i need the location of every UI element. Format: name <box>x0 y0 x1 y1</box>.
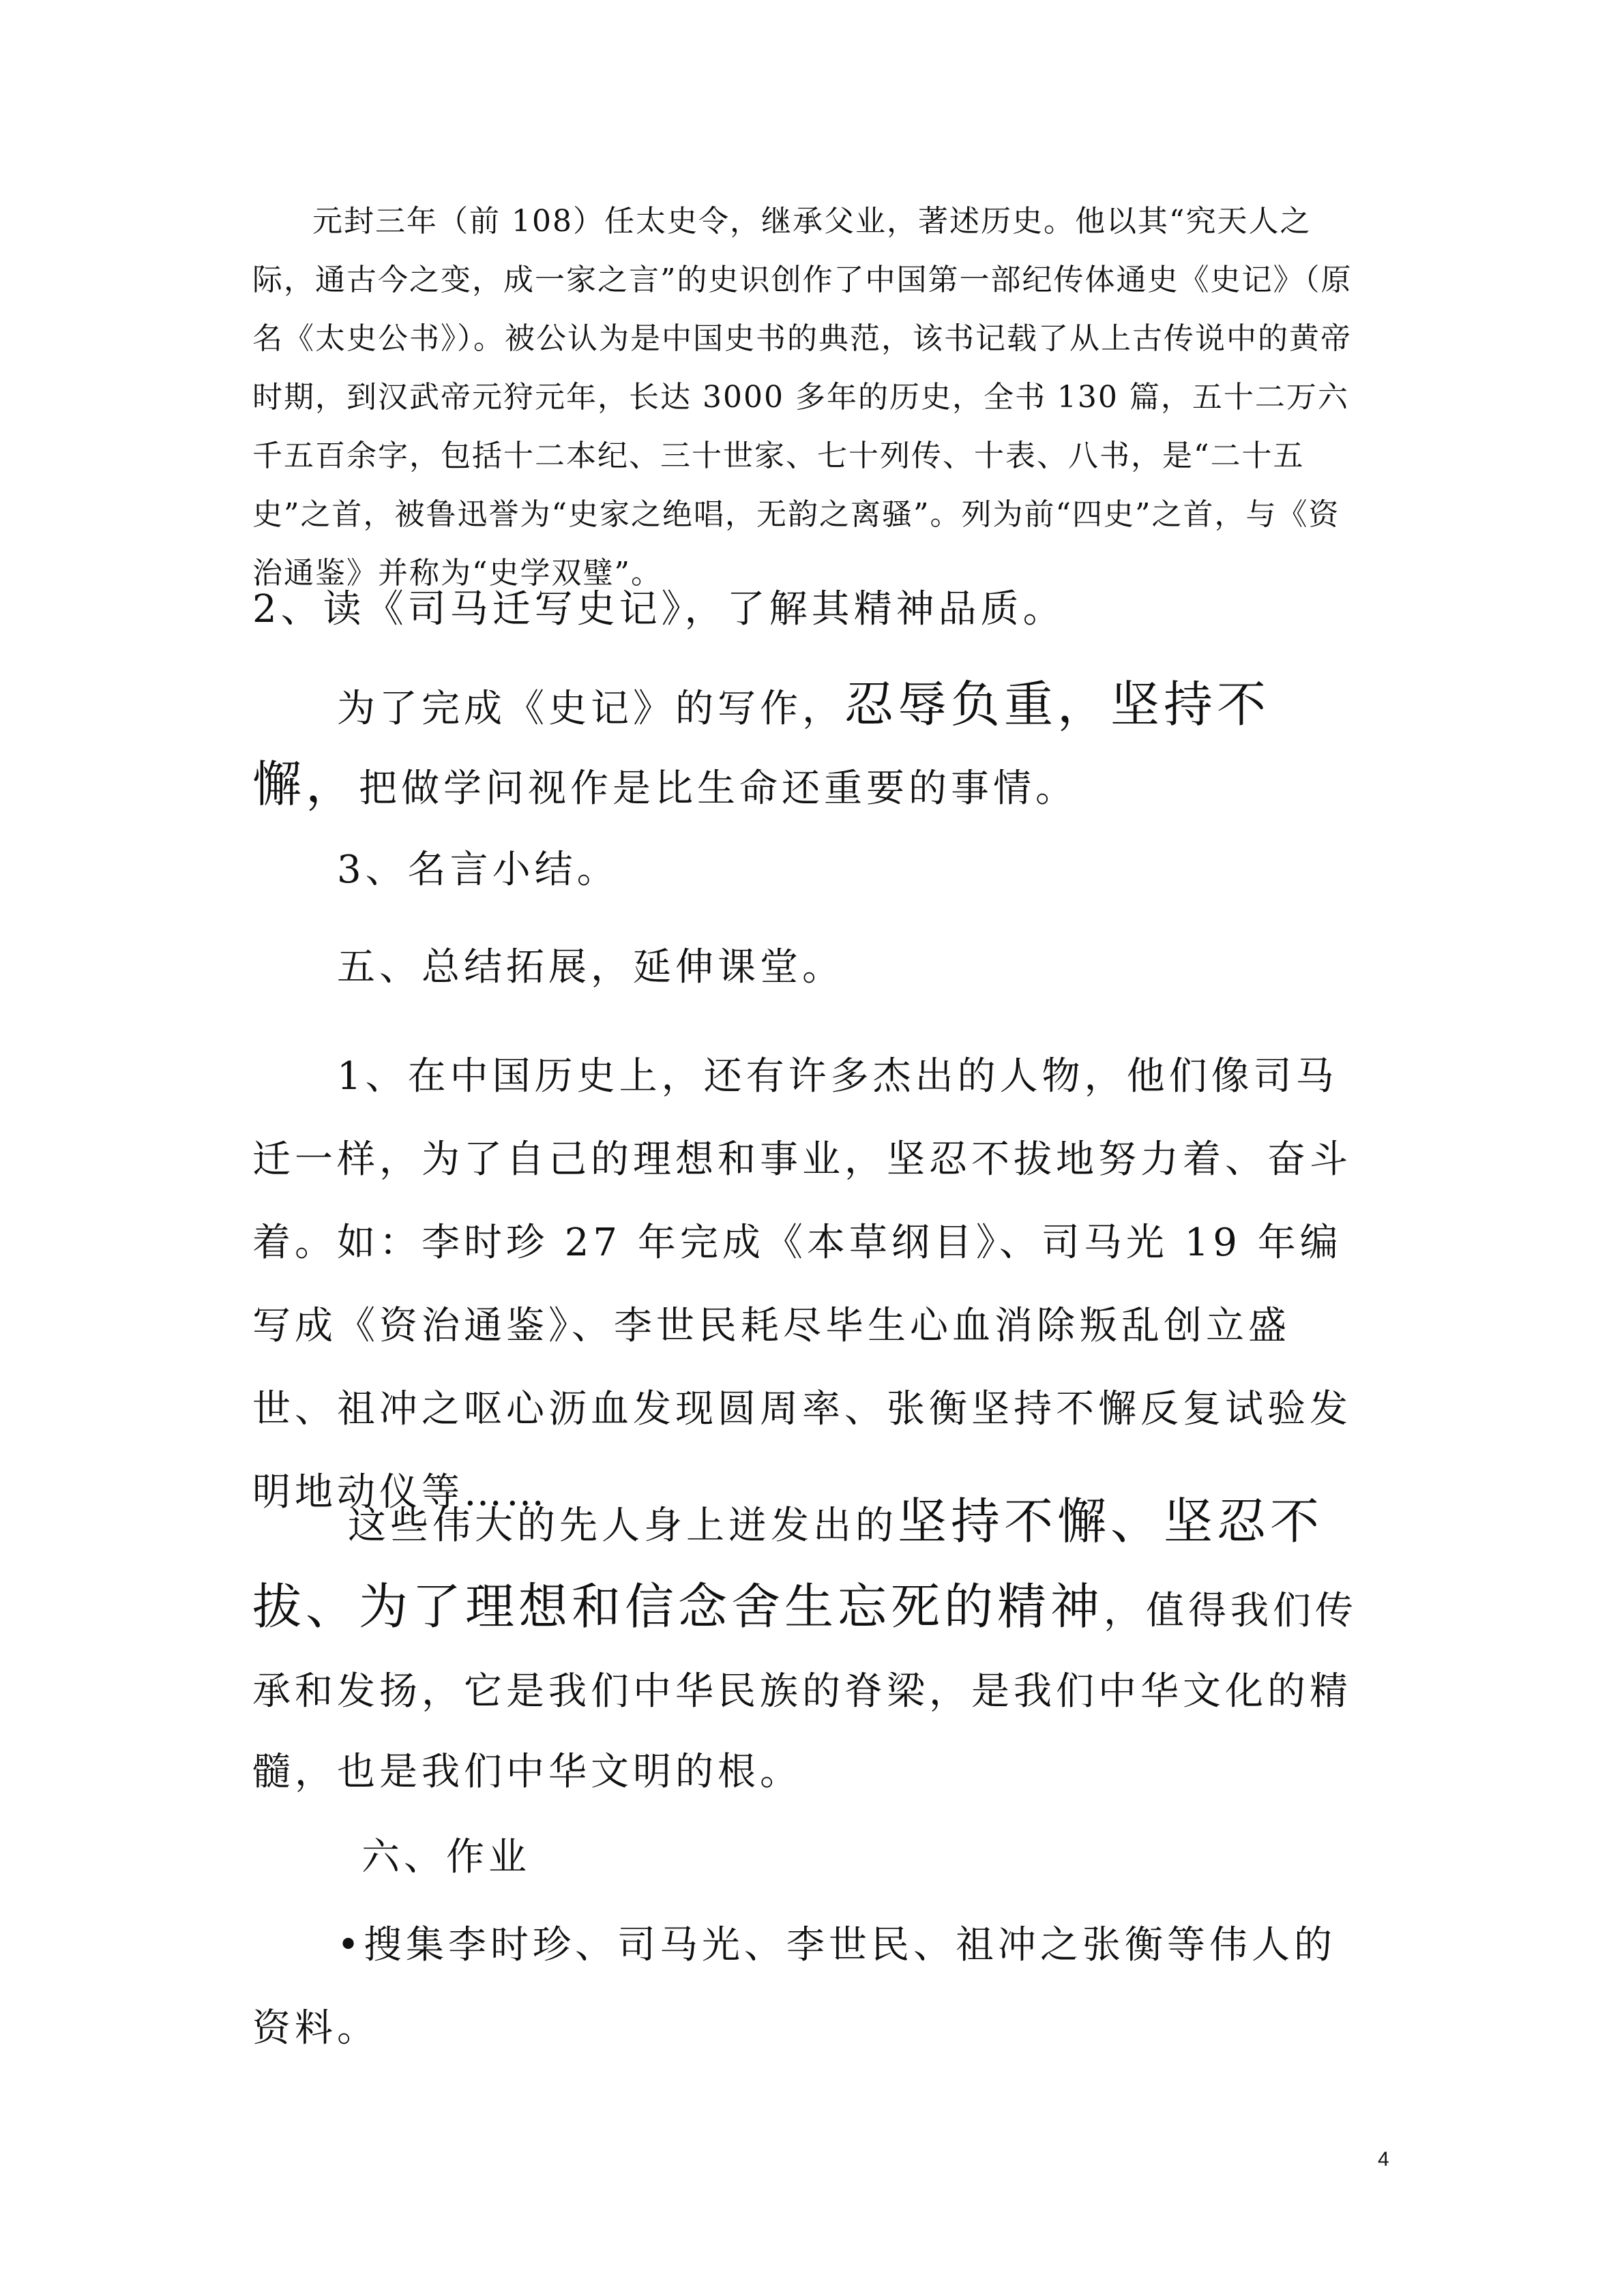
section-5-heading: 五、总结拓展，延伸课堂。 <box>337 945 844 989</box>
homework-item: •搜集李时珍、司马光、李世民、祖冲之张衡等伟人的资料。 <box>252 1923 1337 2051</box>
section-5-summary-tail: ，值得我们传承和发扬，它是我们中华民族的脊梁，是我们中华文化的精髓，也是我们中华文明的根。 <box>252 1589 1358 1794</box>
item-2-body-tail: 把做学问视作是比生命还重要的事情。 <box>359 766 1078 811</box>
intro-paragraph: 元封三年（前 108）任太史令，继承父业，著述历史。他以其“究天人之际，通古今之变，成一家之言”的史识创作了中国第一部纪传体通史《史记》（原名《太史公书》）。被公认为是中国史书的典范，该书记载了从上古传说中的黄帝时期，到汉武帝元狩元年，长达 3000 多年的历史，全书 130 篇，五十二万六千五百余字，包括十二本纪、三十世家、七十列传、十表、八书，是“二十五史”之首，被鲁迅誉为“史家之绝唱，无韵之离骚”。列为前“四史”之首，与《资治通鉴》并称为“史学双璧”。 <box>252 204 1353 591</box>
item-2-body-lead: 为了完成《史记》的写作， <box>337 687 844 731</box>
page-number: 4 <box>1378 2148 1389 2171</box>
section-5-item-1: 1、在中国历史上，还有许多杰出的人物，他们像司马迁一样，为了自己的理想和事业，坚忍不拔地努力着、奋斗着。如：李时珍 27 年完成《本草纲目》、司马光 19 年编写成《资治通鉴》、李世民耗尽毕生心血消除叛乱创立盛世、祖冲之呕心沥血发现圆周率、张衡坚持不懈反复试验发明地动仪等…… <box>252 1054 1352 1515</box>
item-2-body-emphasis: 忍辱负重，坚持不懈， <box>252 676 1271 813</box>
section-5-summary-emphasis: 坚持不懈、坚忍不拔、为了理想和信念舍生忘死的精神 <box>252 1493 1324 1635</box>
section-6-heading: 六、作业 <box>361 1835 531 1879</box>
item-2-heading: 2、读《司马迁写史记》，了解其精神品质。 <box>252 587 1065 631</box>
item-3-heading: 3、名言小结。 <box>337 848 619 892</box>
section-5-summary <box>252 1481 1371 1813</box>
item-2-body <box>252 667 1371 826</box>
section-5-summary-lead: 这些伟大的先人身上迸发出的 <box>348 1504 898 1548</box>
